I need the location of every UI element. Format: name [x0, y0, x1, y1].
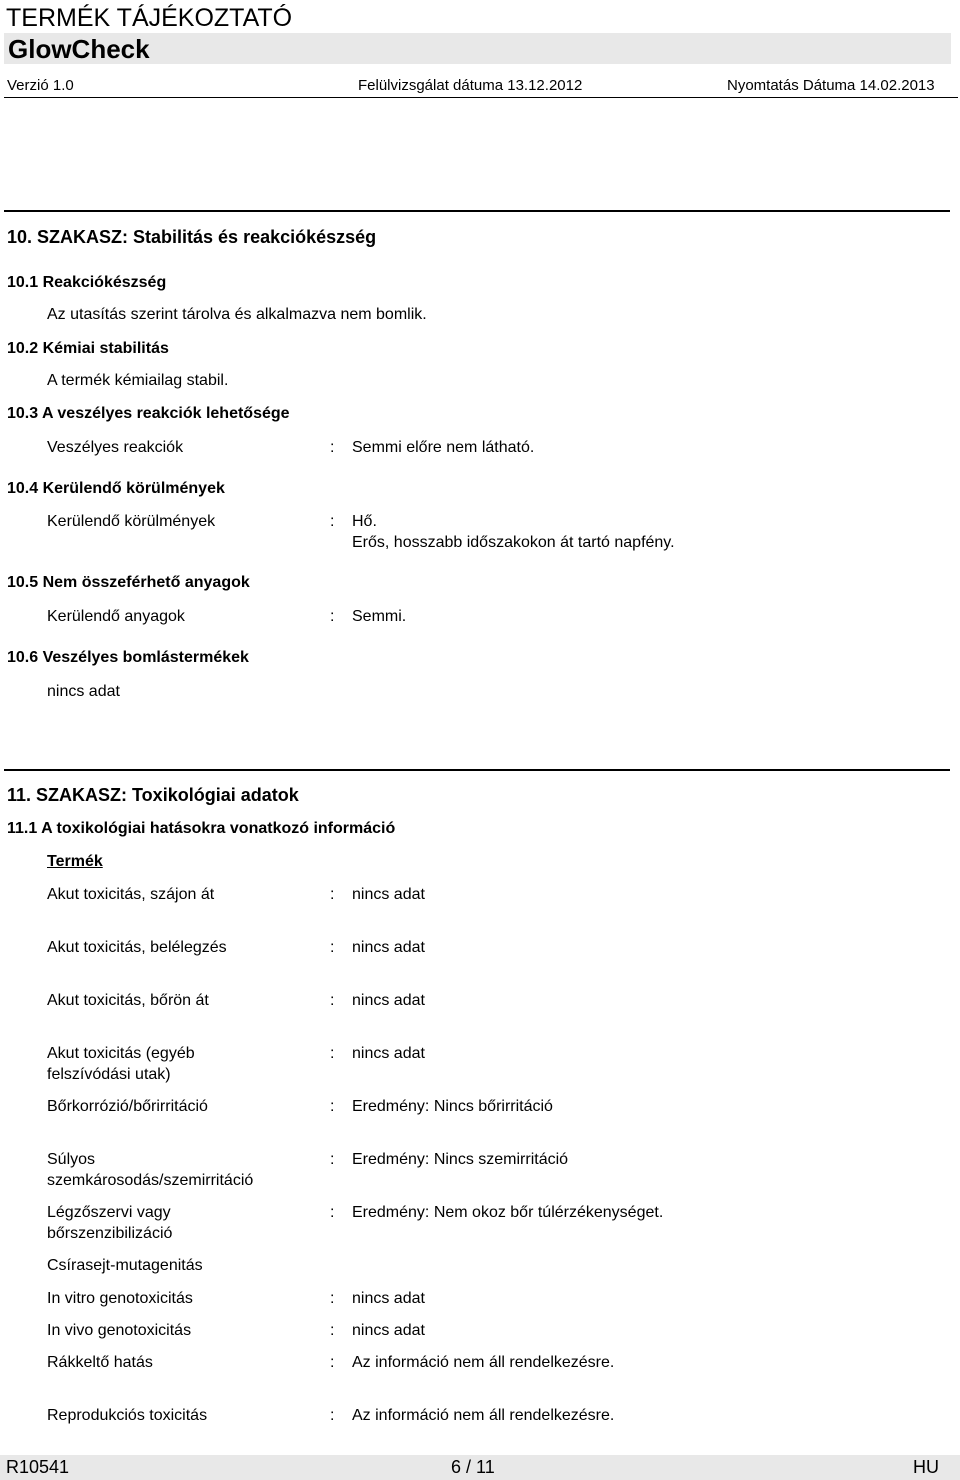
page-number: 6 / 11: [451, 1457, 495, 1477]
colon-separator: :: [330, 439, 335, 456]
row-value: Az információ nem áll rendelkezésre.: [352, 1354, 615, 1371]
row-label-line-2: szemkárosodás/szemirritáció: [47, 1172, 254, 1189]
subject-label: Termék: [47, 853, 103, 870]
subsection-10-6-text: nincs adat: [47, 683, 120, 700]
colon-separator: :: [330, 1354, 335, 1371]
language-code: HU: [913, 1457, 939, 1477]
colon-separator: :: [330, 513, 335, 530]
row-label: Akut toxicitás (egyéb: [47, 1045, 195, 1062]
document-code: R10541: [6, 1457, 70, 1477]
conditions-to-avoid-value-1: Hő.: [352, 513, 377, 530]
row-label: Csírasejt-mutagenitás: [47, 1257, 203, 1274]
version-label: Verzió 1.0: [7, 77, 74, 94]
materials-to-avoid-label: Kerülendő anyagok: [47, 608, 185, 625]
colon-separator: :: [330, 992, 335, 1009]
subsection-10-1-title: 10.1 Reakciókészség: [7, 274, 167, 291]
subsection-10-3-title: 10.3 A veszélyes reakciók lehetősége: [7, 405, 290, 422]
subsection-10-5-title: 10.5 Nem összeférhető anyagok: [7, 574, 250, 591]
subsection-10-2-text: A termék kémiailag stabil.: [47, 372, 229, 389]
row-label-line-2: bőrszenzibilizáció: [47, 1225, 173, 1242]
row-label: Légzőszervi vagy: [47, 1204, 171, 1221]
colon-separator: :: [330, 1151, 335, 1168]
subsection-11-1-title: 11.1 A toxikológiai hatásokra vonatkozó információ: [7, 820, 396, 837]
section-11-title: 11. SZAKASZ: Toxikológiai adatok: [7, 785, 299, 805]
row-label: Súlyos: [47, 1151, 96, 1168]
colon-separator: :: [330, 939, 335, 956]
row-label: Bőrkorrózió/bőrirritáció: [47, 1098, 208, 1115]
row-label: Reprodukciós toxicitás: [47, 1407, 208, 1424]
row-value: Az információ nem áll rendelkezésre.: [352, 1407, 615, 1424]
header-divider: [4, 97, 958, 98]
footer-bar: [0, 1455, 960, 1480]
subsection-10-6-title: 10.6 Veszélyes bomlástermékek: [7, 649, 249, 666]
colon-separator: :: [330, 1290, 335, 1307]
colon-separator: :: [330, 1322, 335, 1339]
section-10-title: 10. SZAKASZ: Stabilitás és reakciókészség: [7, 227, 377, 247]
colon-separator: :: [330, 1407, 335, 1424]
section-11-rule: [4, 769, 950, 771]
row-value: Eredmény: Nem okoz bőr túlérzékenységet.: [352, 1204, 664, 1221]
subsection-10-4-title: 10.4 Kerülendő körülmények: [7, 480, 225, 497]
subsection-10-1-text: Az utasítás szerint tárolva és alkalmazva nem bomlik.: [47, 306, 427, 323]
colon-separator: :: [330, 1204, 335, 1221]
product-name: GlowCheck: [8, 34, 150, 64]
header-meta: [0, 77, 960, 97]
colon-separator: :: [330, 1045, 335, 1062]
row-value: nincs adat: [352, 1290, 425, 1307]
subsection-10-2-title: 10.2 Kémiai stabilitás: [7, 340, 169, 357]
row-label: Akut toxicitás, bőrön át: [47, 992, 209, 1009]
colon-separator: :: [330, 1098, 335, 1115]
row-value: nincs adat: [352, 939, 425, 956]
hazardous-reactions-value: Semmi előre nem látható.: [352, 439, 535, 456]
row-value: nincs adat: [352, 992, 425, 1009]
row-value: nincs adat: [352, 1045, 425, 1062]
revision-date: Felülvizsgálat dátuma 13.12.2012: [358, 77, 583, 94]
row-value: Eredmény: Nincs bőrirritáció: [352, 1098, 553, 1115]
materials-to-avoid-value: Semmi.: [352, 608, 407, 625]
conditions-to-avoid-value-2: Erős, hosszabb időszakokon át tartó napfény.: [352, 534, 675, 551]
row-value: Eredmény: Nincs szemirritáció: [352, 1151, 569, 1168]
conditions-to-avoid-label: Kerülendő körülmények: [47, 513, 216, 530]
row-label: Akut toxicitás, belélegzés: [47, 939, 227, 956]
product-bar: [4, 33, 951, 64]
row-label: Rákkeltő hatás: [47, 1354, 153, 1371]
document-title: TERMÉK TÁJÉKOZTATÓ: [6, 4, 293, 32]
section-10-rule: [4, 210, 950, 212]
row-label: In vitro genotoxicitás: [47, 1290, 193, 1307]
row-value: nincs adat: [352, 886, 425, 903]
colon-separator: :: [330, 886, 335, 903]
print-date: Nyomtatás Dátuma 14.02.2013: [727, 77, 935, 94]
colon-separator: :: [330, 608, 335, 625]
row-value: nincs adat: [352, 1322, 425, 1339]
row-label: Akut toxicitás, szájon át: [47, 886, 215, 903]
row-label: In vivo genotoxicitás: [47, 1322, 192, 1339]
row-label-line-2: felszívódási utak): [47, 1066, 171, 1083]
hazardous-reactions-label: Veszélyes reakciók: [47, 439, 184, 456]
